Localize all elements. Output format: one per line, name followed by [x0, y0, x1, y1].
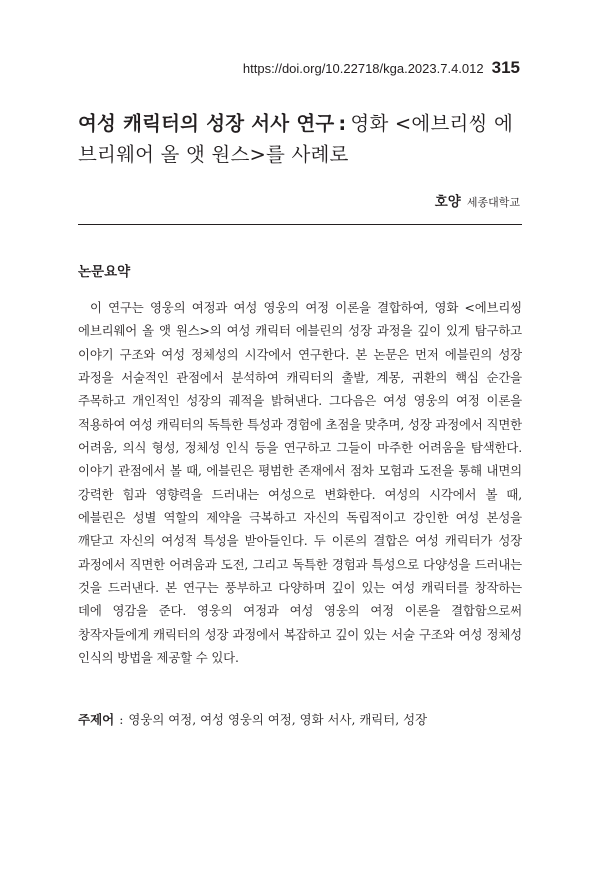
keywords-separator: : — [119, 712, 124, 727]
keywords-list: 영웅의 여정, 여성 영웅의 여정, 영화 서사, 캐릭터, 성장 — [128, 712, 428, 727]
author-block — [435, 190, 520, 210]
page-header — [243, 58, 520, 78]
title-separator: : — [338, 112, 347, 135]
title-subtitle: 영화 <에브리씽 에브리웨어 올 앳 원스>를 사례로 — [78, 112, 514, 166]
page-number: 315 — [491, 58, 520, 77]
paper-title — [78, 108, 528, 170]
author-affiliation: 세종대학교 — [466, 196, 520, 209]
abstract-body: 이 연구는 영웅의 여정과 여성 영웅의 여정 이론을 결합하여, 영화 <에브리씽 에브리웨어 올 앳 원스>의 여성 캐릭터 에블린의 성장 과정을 깊이 있게 탐구하고 이야기 구조와 여성 정체성의 시각에서 연구한다. 본 논문은 먼저 에블린의 성장 과정을 서술적인 관점에서 분석하여 캐릭터의 출발, 계몽, 귀환의 핵심 순간을 주목하고 개인적인 성장의 궤적을 밝혀낸다. 그다음은 여성 영웅의 여정 이론을 적용하여 여성 캐릭터의 독특한 특성과 경험에 초점을 맞추며, 성장 과정에서 직면한 어려움, 의식 형성, 정체성 인식 등을 연구하고 그들이 마주한 어려움을 탐색한다. 이야기 관점에서 볼 때, 에블린은 평범한 존재에서 점차 모험과 도전을 통해 내면의 강력한 힘과 영향력을 드러내는 여성으로 변화한다. 여성의 시각에서 볼 때, 에블린은 성별 역할의 제약을 극복하고 자신의 독립적이고 강인한 여성 본성을 깨닫고 자신의 여성적 특성을 받아들인다. 두 이론의 결합은 여성 캐릭터가 성장 과정에서 직면한 어려움과 도전, 그리고 독특한 경험과 특성으로 다양성을 드러내는 것을 드러낸다. 본 연구는 풍부하고 다양하며 깊이 있는 여성 캐릭터를 창작하는 데에 영감을 준다. 영웅의 여정과 여성 영웅의 여정 이론을 결합함으로써 창작자들에게 캐릭터의 성장 과정에서 복잡하고 깊이 있는 서술 구조와 여성 정체성 인식의 방법을 제공할 수 있다. — [78, 300, 522, 666]
keywords-line — [78, 710, 522, 728]
title-main: 여성 캐릭터의 성장 서사 연구 — [78, 112, 335, 135]
abstract-heading: 논문요약 — [78, 264, 131, 280]
title-divider — [78, 224, 522, 225]
author-name: 호양 — [434, 194, 461, 210]
doi-link[interactable]: https://doi.org/10.22718/kga.2023.7.4.012 — [242, 61, 484, 76]
keywords-label: 주제어 — [78, 712, 115, 727]
